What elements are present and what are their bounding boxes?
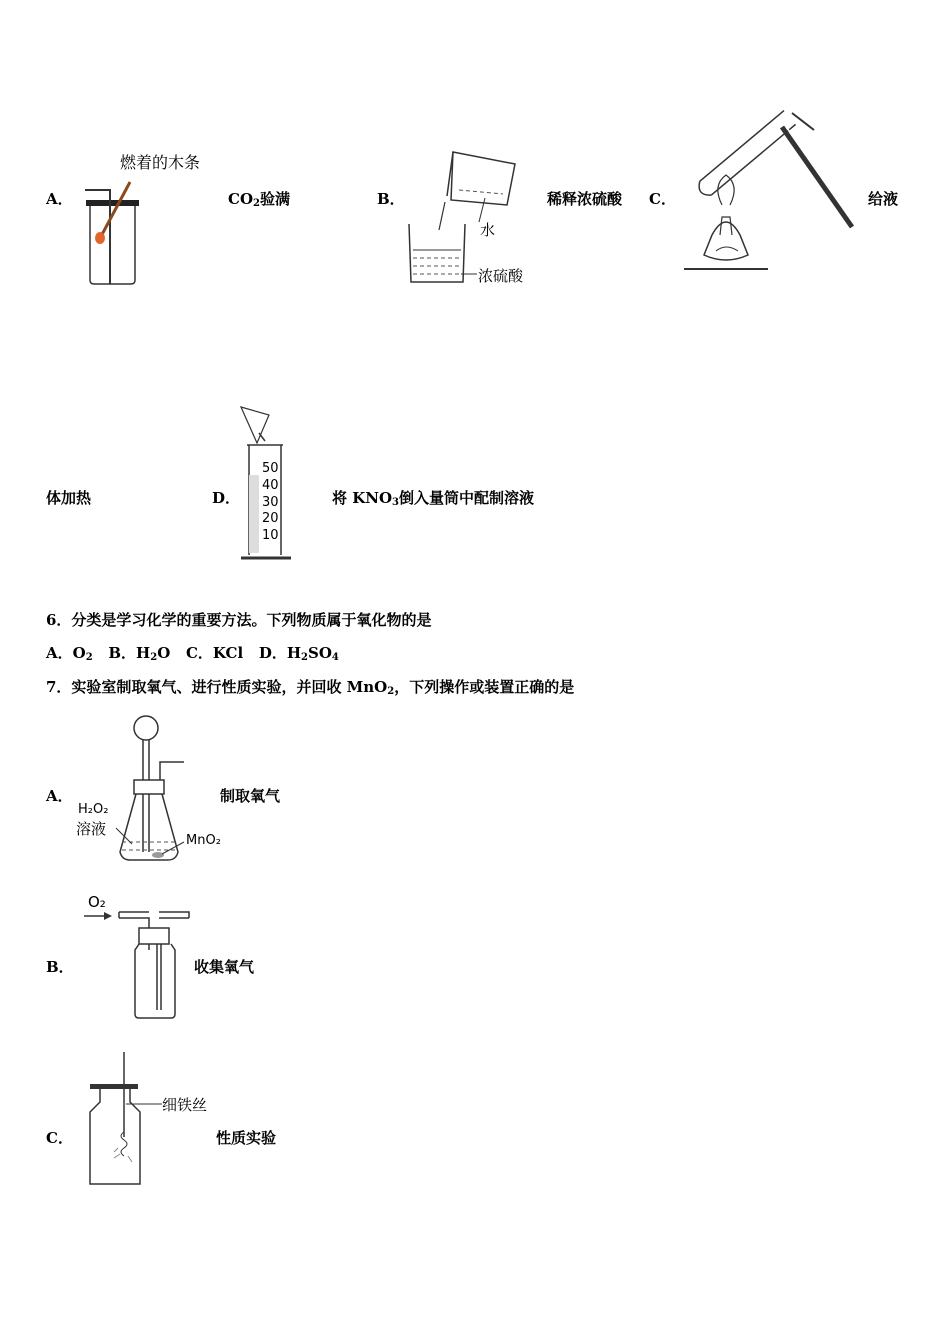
q7-b-o2-label: O₂: [88, 893, 106, 911]
gas-bottle-match-test-illustration: [80, 180, 150, 290]
scale-mark-20: 20: [262, 511, 279, 526]
q6-options: A．$O_2$ B．$H_2O$ C．KCl D．$H_2SO_4$: [46, 644, 339, 663]
q7-a-h2o2-label: H₂O₂: [78, 802, 109, 817]
q7-option-a-text: 制取氧气: [220, 787, 281, 805]
q5-option-d-letter: D．: [212, 489, 241, 507]
dilute-acid-beaker-illustration: [405, 150, 545, 290]
q6-stem: 6．分类是学习化学的重要方法。下列物质属于氧化物的是: [46, 611, 432, 629]
oxygen-collection-bottle-illustration: [115, 910, 195, 1020]
q5-b-water-label: 水: [480, 221, 496, 239]
q7-a-solution-label: 溶液: [76, 820, 107, 838]
q7-a-mno2-label: MnO₂: [186, 833, 221, 848]
iron-wire-combustion-bottle-illustration: [84, 1052, 164, 1192]
q5-a-match-label: 燃着的木条: [120, 153, 201, 172]
q7-option-a-letter: A．: [46, 787, 73, 805]
q5-option-a-text: $CO_2$验满: [228, 190, 290, 209]
q7-c-iron-wire-label: 细铁丝: [162, 1096, 208, 1114]
q5-option-c-letter: C．: [649, 190, 676, 208]
scale-mark-50: 50: [262, 461, 279, 476]
q5-option-b-text: 稀释浓硫酸: [547, 190, 623, 208]
scale-mark-30: 30: [262, 495, 279, 510]
scale-mark-40: 40: [262, 478, 279, 493]
q7-option-b-letter: B．: [46, 958, 74, 976]
scale-mark-10: 10: [262, 528, 279, 543]
q7-stem: 7．实验室制取氧气、进行性质实验，并回收 MnO$_2$，下列操作或装置正确的是: [46, 678, 575, 697]
q5-option-a-letter: A．: [46, 190, 73, 208]
q7-option-c-text: 性质实验: [216, 1129, 277, 1147]
q5-option-c-text-continued: 体加热: [46, 489, 92, 507]
q5-option-d-text: 将 $KNO_3$倒入量筒中配制溶液: [332, 489, 535, 508]
heating-test-tube-illustration: [682, 105, 862, 275]
q5-option-b-letter: B．: [377, 190, 405, 208]
q5-option-c-text: 给液: [868, 190, 899, 208]
q5-b-acid-label: 浓硫酸: [478, 267, 524, 285]
q7-option-c-letter: C．: [46, 1129, 73, 1147]
gas-arrow-icon: [84, 910, 114, 922]
q7-option-b-text: 收集氧气: [194, 958, 255, 976]
